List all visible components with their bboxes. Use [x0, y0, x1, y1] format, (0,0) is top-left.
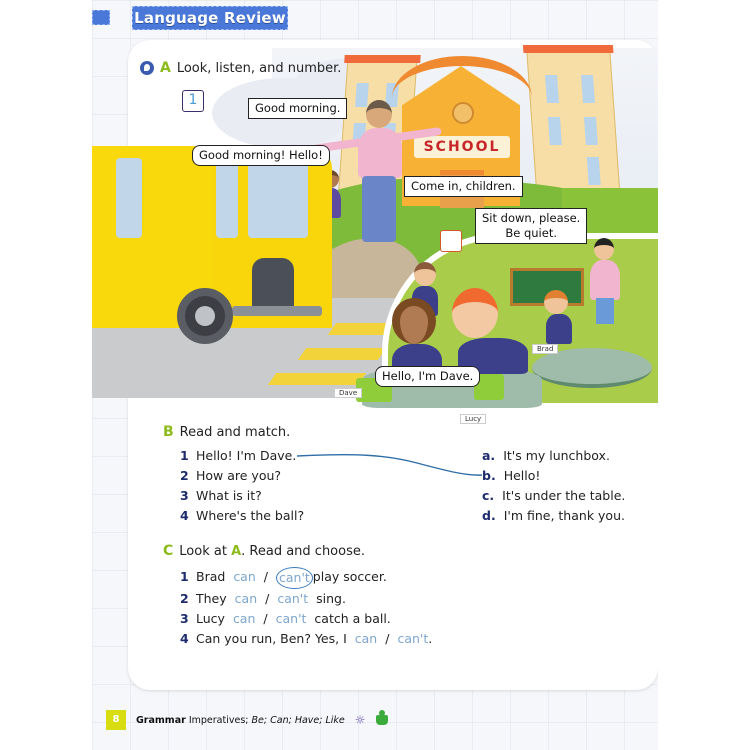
- crosswalk-stripe: [268, 373, 366, 385]
- speech-bubble: Good morning.: [248, 98, 347, 119]
- question-row: 1 Hello! I'm Dave.: [180, 448, 297, 463]
- option-can[interactable]: can: [232, 611, 256, 626]
- lightbulb-icon: ☼: [354, 713, 366, 727]
- section-b-heading: [163, 424, 290, 440]
- section-letter: A: [160, 60, 171, 76]
- speech-bubble: Sit down, please. Be quiet.: [475, 208, 587, 244]
- question-row: 4 Where's the ball?: [180, 508, 305, 523]
- name-tag-lucy: Lucy: [460, 414, 486, 424]
- bus-wheel: [177, 288, 233, 344]
- page-title: Language Review: [132, 6, 288, 30]
- question-row: 3 What is it?: [180, 488, 262, 503]
- choose-items: [180, 567, 432, 649]
- section-a-heading: [140, 60, 341, 76]
- option-can[interactable]: can: [233, 569, 256, 584]
- clock-icon: [452, 102, 474, 124]
- illustration-scene: [92, 48, 658, 423]
- section-instruction: Read and match.: [179, 425, 291, 440]
- section-letter: B: [163, 424, 174, 440]
- bus-bumper: [232, 306, 322, 316]
- answer-row: d. I'm fine, thank you.: [482, 508, 625, 523]
- number-box[interactable]: [440, 230, 462, 252]
- footer-topics: Grammar Imperatives; Be; Can; Have; Like: [136, 714, 345, 726]
- match-line: [297, 447, 482, 477]
- option-can[interactable]: can: [354, 631, 378, 646]
- answer-row: c. It's under the table.: [482, 488, 626, 503]
- speech-bubble: Good morning! Hello!: [192, 145, 330, 166]
- audio-cd-icon[interactable]: [140, 61, 154, 75]
- option-can[interactable]: can: [234, 591, 258, 606]
- match-answers: [482, 446, 625, 526]
- textbook-page: [92, 0, 658, 750]
- name-tag-dave: Dave: [334, 388, 362, 398]
- option-cant[interactable]: can't: [277, 591, 309, 606]
- speech-bubble: Hello, I'm Dave.: [375, 366, 480, 387]
- choose-row: 1 Brad can / can't play soccer.: [180, 567, 432, 589]
- option-cant[interactable]: can't: [275, 611, 307, 626]
- number-box[interactable]: 1: [182, 90, 204, 112]
- choose-row: 3 Lucy can / can't catch a ball.: [180, 609, 432, 629]
- option-cant[interactable]: can't: [397, 631, 429, 646]
- answer-row: a. It's my lunchbox.: [482, 448, 610, 463]
- speech-bubble: Come in, children.: [404, 176, 523, 197]
- section-letter: C: [163, 543, 174, 559]
- header-tab-marker: [92, 10, 110, 25]
- school-sign: SCHOOL: [414, 136, 510, 158]
- option-cant-selected[interactable]: can't: [276, 567, 313, 589]
- page-number: 8: [106, 710, 126, 730]
- page-footer: [106, 710, 388, 730]
- name-tag-brad: Brad: [532, 344, 558, 354]
- answer-row: b. Hello!: [482, 468, 541, 483]
- section-c-heading: C Look at A. Read and choose.: [163, 543, 365, 559]
- match-questions: [180, 446, 304, 526]
- section-instruction: Look, listen, and number.: [176, 60, 342, 76]
- question-row: 2 How are you?: [180, 468, 282, 483]
- choose-row: 4 Can you run, Ben? Yes, I can / can't .: [180, 629, 432, 649]
- bus-grille: [252, 258, 294, 308]
- crosswalk-stripe: [298, 348, 386, 360]
- choose-row: 2 They can / can't sing.: [180, 589, 432, 609]
- round-table: [532, 348, 652, 388]
- reader-icon: [376, 715, 388, 725]
